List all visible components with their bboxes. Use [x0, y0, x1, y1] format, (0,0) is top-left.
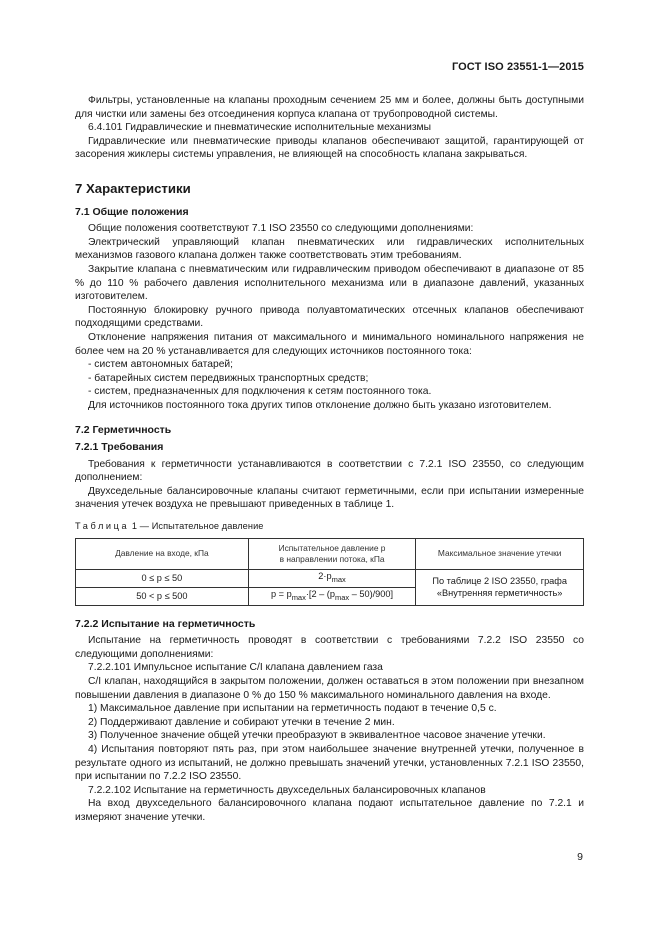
- paragraph: 7.2.2.101 Импульсное испытание C/I клапана давлением газа: [88, 662, 383, 674]
- table-cell-line: По таблице 2 ISO 23550, графа: [432, 575, 567, 586]
- paragraph: Общие положения соответствуют 7.1 ISO 23550 со следующими дополнениями:: [88, 223, 474, 235]
- table-cell: [248, 569, 416, 587]
- list-item: 2) Поддерживают давление и собирают утечки в течение 2 мин.: [88, 716, 395, 728]
- table-cell: [248, 587, 416, 605]
- formula-text: 2·p: [318, 571, 332, 582]
- paragraph: Испытание на герметичность проводят в соответствии с требованиями 7.2.2 ISO 23550 со следующими дополнениями:: [75, 635, 584, 660]
- paragraph: Отклонение напряжения питания от максимального и минимального номинального напряжения не более чем на 20 % устанавливается для следующих источников постоянного тока:: [75, 331, 584, 357]
- table-header: Максимальное значение утечки: [416, 538, 584, 569]
- list-item: - систем автономных батарей;: [88, 359, 234, 371]
- paragraph: 6.4.101 Гидравлические и пневматические исполнительные механизмы: [88, 122, 432, 134]
- section-heading: 7 Характеристики: [75, 180, 191, 196]
- formula-subscript: max: [334, 593, 350, 603]
- table-cell: 50 < p ≤ 500: [76, 587, 249, 605]
- table-header: [248, 538, 416, 569]
- paragraph: 7.2.2.102 Испытание на герметичность двухседельных балансировочных клапанов: [88, 784, 486, 796]
- list-item: 4) Испытания повторяют пять раз, при этом наибольшее значение внутренней утечки, полученное в результате одного из испытаний, не должно превышать значений утечки, установленных 7.2.1 ISO 23550, при испытании по 7.2.2 ISO 23550.: [75, 743, 584, 783]
- table-row: [76, 569, 584, 587]
- list-item: 1) Максимальное давление при испытании на герметичность подают в течение 0,5 с.: [88, 703, 497, 715]
- formula-subscript: max: [291, 593, 306, 603]
- paragraph: Требования к герметичности устанавливаются в соответствии с 7.2.1 ISO 23550, со следующим дополнением:: [75, 458, 584, 484]
- list-item: - систем, предназначенных для подключения к сетям постоянного тока.: [88, 386, 432, 398]
- list-item: - батарейных систем передвижных транспортных средств;: [88, 372, 369, 384]
- table-caption: [75, 520, 584, 534]
- table-cell: 0 ≤ p ≤ 50: [76, 569, 249, 587]
- subsection-heading: 7.2.1 Требования: [75, 441, 164, 454]
- table-cell: [416, 569, 584, 605]
- table-header-line: Испытательное давление p: [278, 542, 386, 553]
- paragraph: Фильтры, установленные на клапаны проходным сечением 25 мм и более, должны быть доступными для чистки или замены без отсоединения корпуса клапана от трубопроводной системы.: [75, 95, 584, 120]
- paragraph: Для источников постоянного тока других типов отклонение должно быть указано изготовителем.: [88, 399, 552, 411]
- paragraph: Двухседельные балансировочные клапаны считают герметичными, если при испытании измеренные значения утечек воздуха не превышают приведенных в таблице 1.: [75, 485, 584, 511]
- formula-text: p = p: [270, 589, 292, 600]
- formula-text: – 50)/900]: [349, 589, 394, 600]
- subsection-heading: 7.2 Герметичность: [75, 424, 172, 437]
- table-header-line: в направлении потока, кПа: [279, 553, 385, 564]
- paragraph: Постоянную блокировку ручного привода полуавтоматических отсечных клапанов обеспечивают подходящими средствами.: [75, 304, 584, 330]
- paragraph: Закрытие клапана с пневматическим или гидравлическим приводом обеспечивают в диапазоне от 85 % до 110 % рабочего давления исполнительного механизма или в диапазоне давлений, указанных изготовителем.: [75, 263, 584, 303]
- paragraph: C/I клапан, находящийся в закрытом положении, должен оставаться в этом положении при внезапном повышении давления в диапазоне 0 % до 150 % максимального номинального давления на входе.: [75, 676, 584, 701]
- subsection-heading: 7.2.2 Испытание на герметичность: [75, 617, 256, 630]
- document-header: ГОСТ ISO 23551-1—2015: [451, 61, 584, 73]
- table-caption-label: Таблица: [75, 521, 130, 532]
- table-caption-text: 1 — Испытательное давление: [131, 521, 264, 532]
- subsection-heading: 7.1 Общие положения: [75, 205, 189, 218]
- formula-subscript: max: [331, 575, 346, 585]
- formula-text: ·[2 – (p: [305, 589, 335, 600]
- table-cell-line: «Внутренняя герметичность»: [436, 588, 563, 599]
- page-content: [75, 94, 584, 825]
- paragraph: Электрический управляющий клапан пневматических или гидравлических исполнительных механизмов газового клапана должен также соответствовать этим требованиям.: [75, 236, 584, 262]
- list-item: 3) Полученное значение общей утечки преобразуют в эквивалентное часовое значение утечки.: [88, 730, 546, 742]
- paragraph: На вход двухседельного балансировочного клапана подают испытательное давление по 7.2.1 и измеряют значение утечки.: [75, 798, 584, 823]
- table-header: Давление на входе, кПа: [76, 538, 249, 569]
- test-pressure-table: [75, 538, 584, 606]
- page-number: 9: [577, 851, 583, 863]
- paragraph: Гидравлические или пневматические приводы клапанов обеспечивают защитой, гарантирующей от засорения жиклеры системы управления, не влияющей на способность клапана закрываться.: [75, 135, 584, 161]
